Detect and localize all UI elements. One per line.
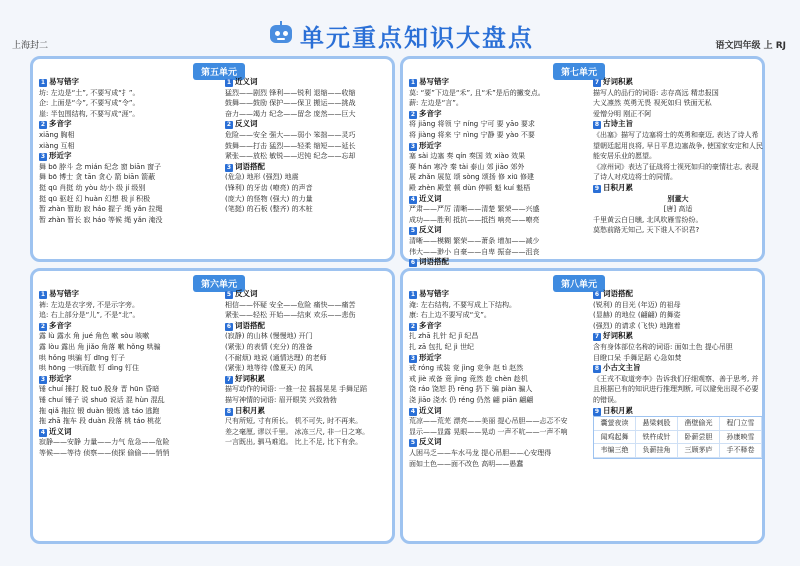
content-line: 崖: 半包围结构, 不要写成“涯”。 [39, 109, 140, 118]
series-label: 上海封二 [12, 41, 49, 51]
section-number: 3 [226, 163, 232, 171]
content-line: (显赫) 的地位 (翩翩) 的舞姿 [593, 311, 681, 320]
content-line: 《凉州词》表达了征战将士视死如归的豪情壮志, 表现了诗人对戍边将士的同情。 [593, 162, 759, 182]
section-number: 4 [410, 195, 416, 203]
section-heading [225, 119, 395, 130]
section-title: 词语搭配 [419, 257, 449, 267]
section-number: 1 [226, 79, 232, 86]
content-line: 康: 右上边不要写成“戈”。 [409, 311, 491, 320]
section-heading [225, 289, 395, 300]
section-number: 8 [594, 121, 600, 129]
content-line: 奋力——竭力 纪念——留念 庞然——巨大 [225, 109, 356, 118]
unit7-panel [400, 56, 765, 267]
content-line: (笔挺) 的石板 (整齐) 的木桩 [225, 205, 313, 214]
idiom-cell: 手不释卷 [720, 444, 762, 458]
content-line: 危险——安全 强大——弱小 笨拙——灵巧 [225, 130, 356, 139]
title-area [268, 18, 534, 52]
content-line: 描写人的品行的词语: 志存高远 精忠报国 [593, 88, 719, 97]
content-line: (锋利) 的牙齿 (嘹亮) 的声音 [225, 183, 313, 192]
unit5-col2 [225, 77, 395, 215]
idiom-cell: 程门立雪 [720, 417, 762, 431]
content-line: 挺 qū 驱赶 幻 huàn 幻想 极 jí 积极 [39, 194, 151, 203]
idiom-grid [593, 416, 763, 459]
unit8-panel [400, 268, 765, 544]
section-number: 5 [410, 439, 416, 447]
content-line: 寂静——安静 力量——力气 危急——危险 [39, 438, 170, 447]
section-title: 日积月累 [603, 405, 633, 415]
section-title: 日积月累 [235, 405, 265, 415]
section-heading [593, 119, 763, 130]
idiom-cell: 韦编三绝 [594, 444, 636, 458]
content-line: 赛 hán 寒冷 秦 tài 泰山 郊 jiāo 郊外 [409, 162, 525, 171]
content-line: 塞 sài 边塞 奏 qín 奏国 效 xiào 效果 [409, 152, 526, 161]
section-title: 词语搭配 [235, 320, 265, 330]
content-line: 鼓舞——鼓励 保护——保卫 搬运——挑战 [225, 99, 356, 108]
section-title: 易写错字 [419, 77, 449, 86]
robot-mascot-icon [268, 21, 294, 49]
idiom-cell: 卧薪尝胆 [678, 431, 720, 445]
section-heading [409, 321, 587, 332]
unit5-col1 [39, 77, 219, 225]
section-heading [225, 374, 395, 385]
section-heading [593, 183, 763, 194]
content-line: [唐] 高适 [663, 205, 693, 214]
section-heading [409, 437, 587, 448]
content-line: (不耐烦) 地说 (通情达理) 的老师 [225, 353, 327, 362]
section-heading [409, 225, 587, 236]
section-number: 4 [410, 407, 416, 415]
content-line: 一言既出, 驷马难追。 比上不足, 比下有余。 [225, 438, 363, 447]
content-line: 紧张——放松 敏锐——迟钝 纪念——忘却 [225, 152, 356, 161]
content-line: 扎 zā 包扎 纪 jì 世纪 [409, 342, 474, 351]
section-heading [39, 427, 219, 438]
section-title: 词语搭配 [235, 161, 265, 171]
content-line: 尺有所短, 寸有所长。 机不可失, 时不再来。 [225, 417, 363, 426]
content-line: 企: 上面是“今”, 不要写成“令”。 [39, 99, 140, 108]
content-line: 千里黄云白日曛, 北风吹雁雪纷纷。 [593, 215, 703, 224]
content-line: 坊: 左边是“土”, 不要写成“扌”。 [39, 88, 140, 97]
content-line: 拖 zhā 拖车 段 duàn 段落 桃 táo 桃花 [39, 417, 162, 426]
unit5-tab: 第五单元 [193, 63, 245, 80]
content-line: 露 lòu 露出 角 jiǎo 角落 嗽 hǒng 哄骗 [39, 342, 161, 351]
content-line: 成功——胜利 抵抗——抵挡 响亮——嘹亮 [409, 215, 540, 224]
content-line: 锤 chuí 锤子 说 shuō 说话 混 hùn 混乱 [39, 395, 165, 404]
section-number: 1 [410, 291, 416, 298]
section-title: 近义词 [419, 405, 442, 415]
content-line: (强烈) 的请求 (飞快) 地跑着 [593, 321, 681, 330]
section-heading [593, 331, 763, 342]
idiom-cell: 囊萤夜读 [594, 417, 636, 431]
section-heading [409, 141, 587, 152]
content-line: 人困马乏——车水马龙 提心吊胆——心安理得 [409, 448, 552, 457]
section-number: 3 [40, 375, 46, 383]
content-line: 《出塞》描写了边塞将士的英勇和豪迈, 表达了诗人希望朝廷起用良将, 早日平息边塞战争, 使国家安定和人民能安居乐业的愿望。 [593, 130, 763, 161]
content-line: (锐利) 的目光 (年迈) 的祖母 [593, 300, 681, 309]
section-title: 反义词 [419, 225, 442, 235]
section-heading [409, 109, 587, 120]
section-title: 词语搭配 [603, 289, 633, 298]
section-heading [225, 77, 395, 88]
unit8-col1 [409, 289, 587, 469]
poem-title: 别董大 [667, 194, 689, 203]
section-number: 2 [226, 121, 232, 129]
section-heading [39, 374, 219, 385]
idiom-cell: 三顾茅庐 [678, 444, 720, 458]
content-line: 裤: 左边是衣字旁, 不是示字旁。 [39, 300, 140, 309]
section-number: 7 [594, 333, 600, 341]
idiom-cell: 孙康映雪 [720, 431, 762, 445]
unit6-col1 [39, 289, 219, 459]
content-line: 浇 jiāo 浇水 仍 réng 仍然 翩 piān 翩翩 [409, 395, 534, 404]
content-line: (庞大) 的怪物 (强大) 的力量 [225, 194, 313, 203]
content-line: 舞 bō 脖斗 念 mián 纪念 窗 biān 窗子 [39, 162, 162, 171]
section-heading [409, 194, 587, 205]
section-heading [409, 353, 587, 364]
content-line: 展 zhǎn 展览 颂 sòng 颂扬 修 xiū 修建 [409, 173, 534, 182]
section-title: 好词积累 [603, 77, 633, 86]
section-heading [39, 77, 219, 88]
section-number: 3 [410, 354, 416, 362]
section-number: 2 [410, 110, 416, 118]
content-line: 大义凛然 英勇无畏 视死如归 铁面无私 [593, 99, 712, 108]
content-line: xiāng 胸相 [39, 130, 75, 139]
section-title: 好词积累 [603, 331, 633, 341]
content-line: (寂静) 的山林 (慢慢地) 开门 [225, 332, 313, 341]
content-line: 差之毫厘, 谬以千里。 冰冻三尺, 非一日之寒。 [225, 427, 370, 436]
section-number: 1 [40, 291, 46, 298]
section-number: 2 [40, 322, 46, 330]
content-line: 面如土色——面不改色 高明——愚蠢 [409, 459, 524, 468]
section-heading [39, 151, 219, 162]
section-heading [225, 406, 395, 417]
section-number: 3 [40, 153, 46, 161]
section-number: 8 [594, 365, 600, 373]
content-line: 戒 jiè 戒备 竟 jìng 竟然 趁 chèn 趁机 [409, 374, 528, 383]
content-line: 拖 qiǎ 拖拉 锻 duàn 锻炼 逃 táo 逃跑 [39, 406, 160, 415]
grade-label: 语文四年级 上 RJ [715, 41, 786, 51]
section-title: 日积月累 [603, 182, 633, 192]
section-number: 5 [410, 227, 416, 235]
section-number: 1 [410, 79, 416, 86]
section-title: 好词积累 [235, 373, 265, 383]
content-line: 将 jiāng 将领 宁 níng 宁可 要 yāo 要求 [409, 120, 535, 129]
content-line: 描写神情的词语: 眉开眼笑 兴致勃勃 [225, 395, 337, 404]
content-line: 猛烈——剧烈 锋利——锐利 退缩——收缩 [225, 88, 356, 97]
content-line: 哄 hǒng 哄骗 钉 dīng 钉子 [39, 353, 125, 362]
section-number: 2 [40, 121, 46, 129]
section-heading [409, 289, 587, 300]
idiom-cell: 铁杵成针 [636, 431, 678, 445]
section-title: 易写错字 [49, 289, 79, 298]
unit7-col1 [409, 77, 587, 289]
section-title: 形近字 [419, 352, 442, 362]
content-line: 挺 qū 肖挺 幼 yòu 幼小 级 jí 级别 [39, 183, 146, 192]
section-number: 4 [40, 428, 46, 436]
section-title: 反义词 [235, 119, 258, 129]
content-line: 暂 zhàn 暂助 寂 háo 握子 绳 yǎn 拉绳 [39, 205, 163, 214]
content-line: 淹: 左右结构, 不要写成上下结构。 [409, 300, 517, 309]
section-title: 反义词 [235, 289, 258, 298]
content-line: 相信——怀疑 安全——危险 痛快——痛苦 [225, 300, 356, 309]
section-number: 6 [410, 259, 416, 267]
content-line: 露 lù 露水 角 jué 角色 嗽 sòu 咳嗽 [39, 332, 150, 341]
content-line: 追: 右上部分是“儿”, 不是“北”。 [39, 311, 140, 320]
section-number: 3 [410, 142, 416, 150]
section-title: 近义词 [419, 193, 442, 203]
section-number: 6 [226, 322, 232, 330]
content-line: 扎 zhā 扎针 纪 jǐ 纪昌 [409, 332, 479, 341]
section-title: 古诗主旨 [603, 119, 633, 129]
section-number: 6 [594, 291, 600, 298]
section-title: 多音字 [49, 320, 72, 330]
content-line: xiàng 互相 [39, 141, 75, 150]
content-line: 薪: 左边是“言”。 [409, 99, 463, 108]
section-title: 近义词 [235, 77, 258, 86]
section-title: 易写错字 [419, 289, 449, 298]
content-line: 莫愁前路无知己, 天下谁人不识君? [593, 226, 700, 235]
content-line: 显示——显露 晃眼——晃动 一声不吭——一声不响 [409, 427, 568, 436]
idiom-cell: 凿壁偷光 [678, 417, 720, 431]
content-line: (紧张) 的表情 (充分) 的准备 [225, 342, 313, 351]
section-title: 易写错字 [49, 77, 79, 86]
unit6-tab: 第六单元 [193, 275, 245, 292]
section-heading [409, 77, 587, 88]
section-title: 形近字 [419, 140, 442, 150]
section-heading [593, 406, 763, 417]
section-title: 反义词 [419, 437, 442, 447]
content-line: 戒 róng 戒装 竞 jìng 竞争 赵 tì 赵然 [409, 364, 524, 373]
section-title: 多音字 [49, 119, 72, 129]
section-heading [39, 119, 219, 130]
content-line: 饶 ráo 饶恕 扔 rēng 扔下 骗 piàn 骗人 [409, 385, 533, 394]
section-heading [593, 363, 763, 374]
content-line: 《王戎不取道旁李》告诉我们仔细观察、善于思考, 并且根据已有的知识进行推理判断, 可以避免出现不必要的错误。 [593, 374, 759, 404]
idiom-cell: 负薪挂角 [636, 444, 678, 458]
content-line: 殿 zhèn 殿堂 顿 dùn 停顿 魁 kuí 魁梧 [409, 183, 531, 192]
unit7-tab: 第七单元 [553, 63, 605, 80]
content-line: 莫: “要”下边是“禾”, 且“禾”是后的撇变点。 [409, 88, 545, 97]
content-line: 紧张——轻松 开始——结束 欢乐——悲伤 [225, 311, 356, 320]
content-line: (紧张) 地等待 (像夏天) 的风 [225, 364, 313, 373]
unit8-tab: 第八单元 [553, 275, 605, 292]
section-title: 近义词 [49, 426, 72, 436]
page-title: 单元重点知识大盘点 [300, 23, 534, 52]
section-title: 多音字 [419, 108, 442, 118]
unit8-col2 [593, 289, 763, 459]
section-heading [39, 289, 219, 300]
section-heading [593, 289, 763, 300]
content-line: 清晰——模糊 繁荣——萧条 增加——减少 [409, 236, 540, 245]
idiom-cell: 闻鸡起舞 [594, 431, 636, 445]
content-line: 鼓舞——打击 猛烈——轻柔 缩短——延长 [225, 141, 356, 150]
section-heading [409, 406, 587, 417]
section-number: 1 [40, 79, 46, 86]
content-line: 荒凉——荒芜 漂亮——美丽 提心吊胆——忐忑不安 [409, 417, 568, 426]
content-line: 爱憎分明 刚正不阿 [593, 109, 652, 118]
section-number: 5 [226, 291, 232, 298]
content-line: 伟大——渺小 自豪——自卑 振奋——沮丧 [409, 247, 540, 256]
content-line: 舞 bō 博士 贪 tān 贪心 箭 biān 箭蔽 [39, 173, 156, 182]
section-heading [593, 77, 763, 88]
content-line: 描写动作的词语: 一推一拉 摇摇晃晃 手舞足蹈 [225, 385, 368, 394]
section-number: 8 [226, 407, 232, 415]
section-number: 2 [410, 322, 416, 330]
section-number: 7 [594, 79, 600, 86]
section-number: 9 [594, 184, 600, 192]
section-heading [39, 321, 219, 332]
section-title: 多音字 [419, 320, 442, 330]
unit5-panel [30, 56, 395, 262]
content-line: 将 jiàng 将来 宁 nìng 宁静 要 yào 不要 [409, 130, 535, 139]
section-title: 小古文主旨 [603, 363, 641, 373]
idiom-cell: 悬梁刺股 [636, 417, 678, 431]
content-line: (危急) 地形 (强烈) 地震 [225, 173, 299, 182]
content-line: 严肃——严厉 清晰——清楚 繁荣——兴盛 [409, 205, 540, 214]
section-number: 7 [226, 375, 232, 383]
content-line: 哄 hōng 一哄而散 钉 dìng 钉住 [39, 364, 139, 373]
unit7-col2 [593, 77, 763, 236]
content-line: 目瞪口呆 手舞足蹈 心急如焚 [593, 353, 682, 362]
content-line: 等候——等待 侦察——侦探 偷偷——悄悄 [39, 448, 170, 457]
unit6-panel [30, 268, 395, 544]
unit6-col2 [225, 289, 395, 448]
section-heading [225, 321, 395, 332]
content-line: 含有身体部位名称的词语: 面如土色 提心吊胆 [593, 342, 733, 351]
content-line: 锤 chuí 捶打 脱 tuō 脱身 晋 hūn 昏暗 [39, 385, 160, 394]
section-title: 形近字 [49, 151, 72, 161]
section-number: 9 [594, 407, 600, 415]
section-heading [225, 162, 395, 173]
top-bar [0, 0, 800, 58]
section-heading [409, 257, 587, 268]
section-title: 形近字 [49, 373, 72, 383]
content-line: 暂 zhàn 暂长 寂 háo 等候 绳 yǎn 淹没 [39, 215, 163, 224]
